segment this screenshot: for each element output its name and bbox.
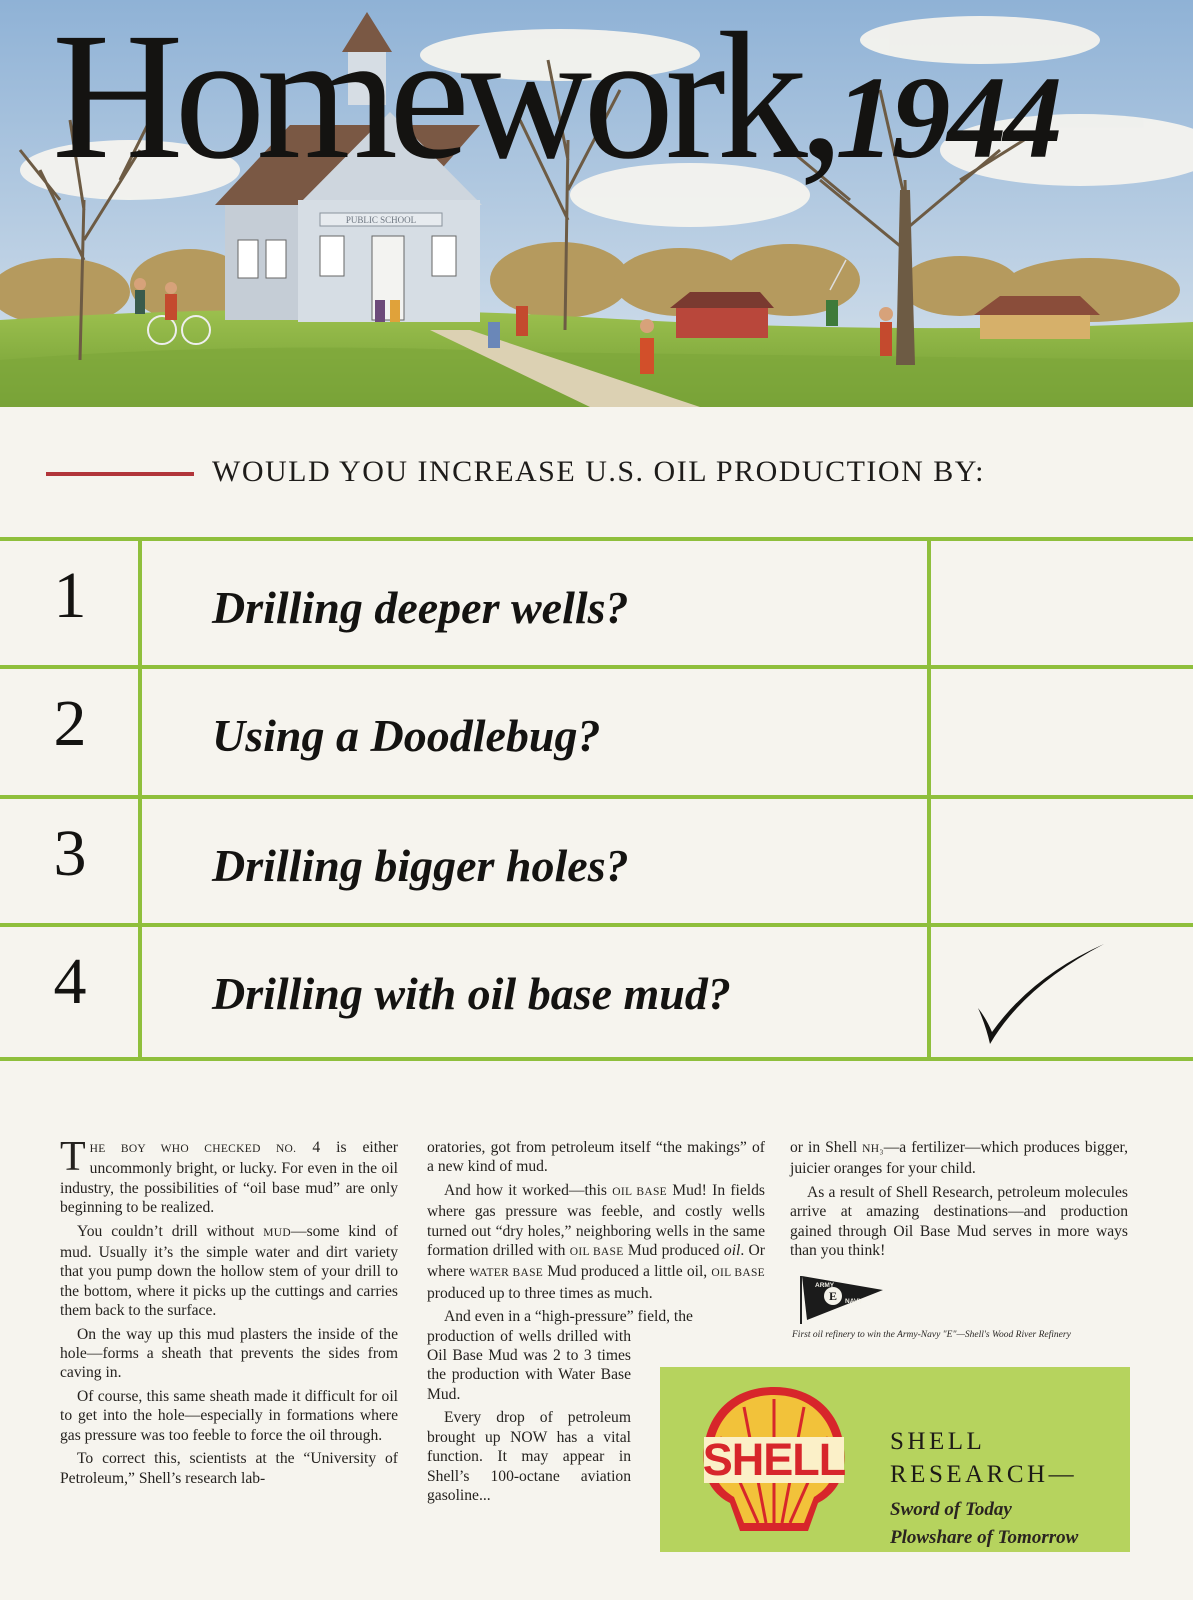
quiz-row bbox=[0, 669, 1193, 800]
quiz-option: Drilling bigger holes? bbox=[212, 840, 629, 891]
shell-research-heading bbox=[890, 1425, 1120, 1491]
headline-year: 1944 bbox=[835, 52, 1060, 183]
paragraph bbox=[60, 1222, 398, 1321]
text: —some kind of mud. Usually it’s the simple water and dirt variety that you pump down the hollow stem of your drill to the bottom, where it picks up the cuttings and carries them back to the surface. bbox=[60, 1222, 398, 1320]
paragraph: oratories, got from petroleum itself “the makings” of a new kind of mud. bbox=[427, 1139, 765, 1176]
headline bbox=[52, 0, 1060, 197]
quiz-number: 3 bbox=[53, 817, 87, 890]
shell-logo-word: SHELL bbox=[702, 1434, 846, 1485]
paragraph: Every drop of petroleum brought up NOW has a vital function. It may appear in Shell’s 100-octane aviation gasoline... bbox=[427, 1409, 631, 1504]
quiz-number: 2 bbox=[53, 687, 87, 760]
text: produced up to three times as much. bbox=[427, 1284, 653, 1302]
paragraph: As a result of Shell Research, petroleum molecules arrive at amazing destinations—and production gained through Oil Base Mud serves in more ways than you think! bbox=[790, 1183, 1128, 1260]
paragraph: On the way up this mud plasters the inside of the hole—forms a sheath that prevents the sides from caving in. bbox=[60, 1325, 398, 1382]
flag-top-label: ARMY bbox=[815, 1282, 835, 1289]
question-heading: WOULD YOU INCREASE U.S. OIL PRODUCTION BY: bbox=[212, 455, 986, 488]
shell-tagline bbox=[890, 1496, 1120, 1552]
tagline-line: Plowshare of Tomorrow bbox=[890, 1527, 1079, 1548]
army-navy-e-flag-icon bbox=[797, 1270, 887, 1326]
quiz-option: Using a Doodlebug? bbox=[212, 710, 601, 761]
text: OIL BASE bbox=[711, 1267, 765, 1280]
tagline-line: Sword of Today bbox=[890, 1499, 1012, 1520]
quiz-row bbox=[0, 541, 1193, 672]
schoolhouse-illustration bbox=[0, 0, 1193, 407]
award-caption: First oil refinery to win the Army-Navy "E"—Shell's Wood River Refinery bbox=[792, 1330, 1071, 1340]
small-caps-lead: HE BOY WHO CHECKED NO. bbox=[89, 1143, 297, 1155]
paragraph bbox=[790, 1138, 1128, 1179]
text: NH₃ bbox=[862, 1143, 884, 1155]
quiz-option: Drilling deeper wells? bbox=[212, 582, 629, 633]
text: Mud produced bbox=[623, 1242, 724, 1260]
text: And how it worked—this bbox=[444, 1181, 613, 1199]
heading-line: SHELL bbox=[890, 1428, 986, 1455]
quiz-row bbox=[0, 799, 1193, 930]
red-rule bbox=[46, 472, 194, 476]
text: —a fertilizer—which produces bigger, juicier oranges for your child. bbox=[790, 1139, 1128, 1178]
text: or in Shell bbox=[790, 1139, 863, 1156]
quiz-number: 1 bbox=[53, 559, 87, 632]
shell-research-box bbox=[660, 1367, 1130, 1552]
quiz-option: Drilling with oil base mud? bbox=[212, 968, 731, 1019]
paragraph: Of course, this same sheath made it difficult for oil to get into the hole—especially in formations where gas pressure was too feeble to force the oil through. bbox=[60, 1387, 398, 1444]
text: oil bbox=[723, 1242, 741, 1260]
headline-word: Homework, bbox=[52, 0, 836, 197]
paragraph bbox=[60, 1134, 398, 1218]
text: Mud! In fields where gas pressure was feeble, and costly wells turned out “dry holes,” neighboring wells in the same formation drilled with bbox=[427, 1181, 765, 1260]
body-column-1 bbox=[60, 1134, 398, 1492]
text: WATER BASE bbox=[469, 1267, 544, 1280]
drop-cap: T bbox=[60, 1134, 86, 1180]
paragraph: production of wells drilled with Oil Base Mud was 2 to 3 times the production with Water Base Mud. bbox=[427, 1327, 631, 1403]
text: Mud produced a little oil, bbox=[543, 1263, 712, 1281]
paragraph bbox=[427, 1181, 765, 1303]
paragraph: And even in a “high-pressure” field, the bbox=[444, 1308, 693, 1326]
text: You couldn’t drill without bbox=[77, 1222, 264, 1240]
paragraph: To correct this, scientists at the “University of Petroleum,” Shell’s research lab- bbox=[60, 1450, 398, 1487]
quiz-number: 4 bbox=[53, 945, 87, 1018]
text: . Or where bbox=[427, 1242, 765, 1281]
text: OIL BASE bbox=[612, 1185, 667, 1198]
heading-line: RESEARCH— bbox=[890, 1461, 1078, 1488]
checkmark-icon bbox=[972, 940, 1112, 1050]
text: OIL BASE bbox=[569, 1246, 624, 1259]
flag-bottom-label: NAVY bbox=[845, 1298, 863, 1305]
quiz-table bbox=[0, 537, 1193, 1061]
body-column-3 bbox=[790, 1138, 1128, 1264]
text: 4 is either uncommonly bright, or lucky. For even in the oil industry, the possibilities of “oil base mud” are only beginning to be realized. bbox=[60, 1139, 398, 1217]
schoolhouse-sign: PUBLIC SCHOOL bbox=[345, 215, 417, 225]
flag-letter: E bbox=[828, 1289, 838, 1303]
text: MUD bbox=[263, 1226, 291, 1239]
